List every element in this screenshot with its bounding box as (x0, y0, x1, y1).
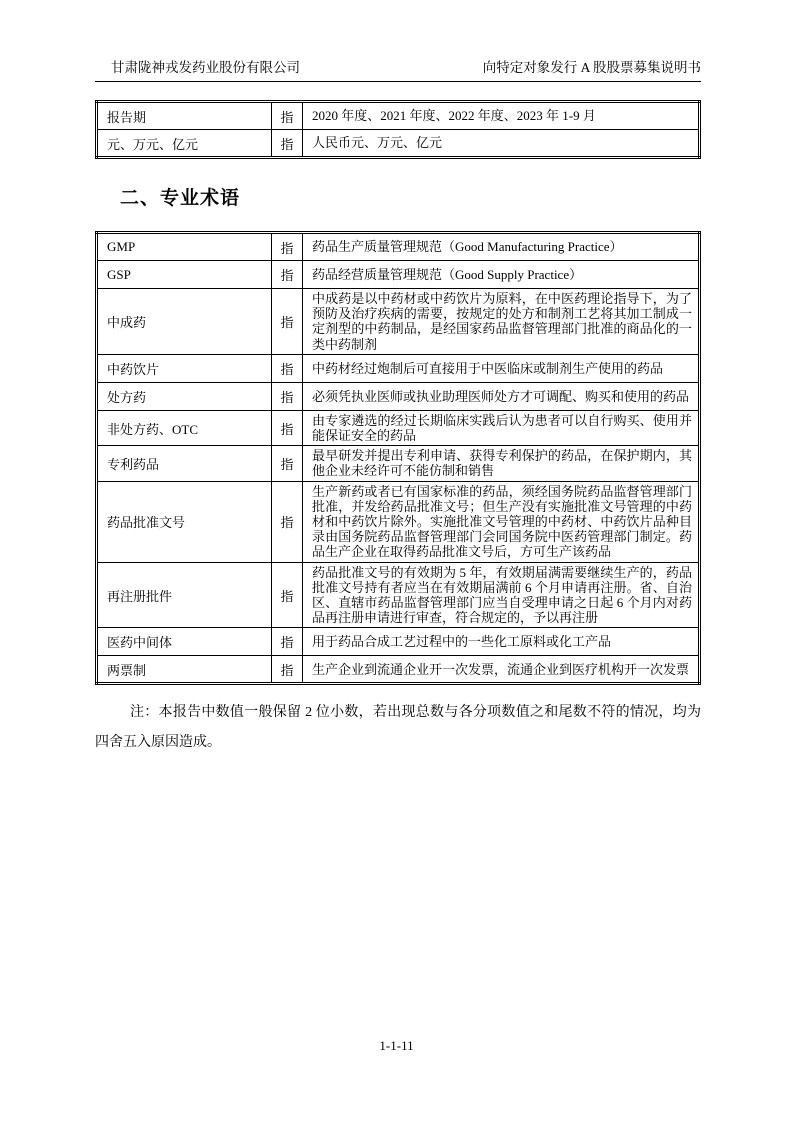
definition-cell: 最早研发并提出专利申请、获得专利保护的药品，在保护期内，其他企业未经许可不能仿制和销售 (303, 446, 700, 481)
term-cell: 中药饮片 (97, 354, 272, 382)
table-row (97, 102, 700, 130)
definition-cell: 中成药是以中药材或中药饮片为原料，在中医药理论指导下，为了预防及治疗疾病的需要，按规定的处方和制剂工艺将其加工制成一定剂型的中药制品，是经国家药品监督管理部门批准的商品化的一类中药制剂 (303, 289, 700, 355)
term-cell: GSP (97, 261, 272, 289)
term-cell: 报告期 (97, 102, 272, 130)
terms-table (95, 231, 701, 685)
definition-cell: 中药材经过炮制后可直接用于中医临床或制剂生产使用的药品 (303, 354, 700, 382)
definition-cell: 药品批准文号的有效期为 5 年，有效期届满需要继续生产的，药品批准文号持有者应当在有效期届满前 6 个月申请再注册。省、自治区、直辖市药品监督管理部门应当自受理申请之日起 6 个月内对药品再注册申请进行审查，符合规定的，予以再注册 (303, 562, 700, 628)
definition-cell: 药品生产质量管理规范（Good Manufacturing Practice） (303, 233, 700, 261)
table-row (97, 233, 700, 261)
table-row (97, 382, 700, 410)
term-cell: 专利药品 (97, 446, 272, 481)
ref-cell: 指 (272, 382, 303, 410)
footnote-text: 注：本报告中数值一般保留 2 位小数，若出现总数与各分项数值之和尾数不符的情况，均为四舍五入原因造成。 (95, 705, 701, 751)
term-cell: 元、万元、亿元 (97, 130, 272, 158)
ref-cell: 指 (272, 481, 303, 562)
table-row (97, 656, 700, 684)
section-heading: 二、专业术语 (120, 188, 241, 209)
ref-cell: 指 (272, 656, 303, 684)
term-cell: 两票制 (97, 656, 272, 684)
ref-cell: 指 (272, 130, 303, 158)
ref-cell: 指 (272, 446, 303, 481)
table-row (97, 261, 700, 289)
definitions-table-body (97, 102, 700, 158)
ref-cell: 指 (272, 354, 303, 382)
ref-cell: 指 (272, 562, 303, 628)
table-row (97, 446, 700, 481)
header-doc-title: 向特定对象发行 A 股股票募集说明书 (482, 60, 701, 75)
ref-cell: 指 (272, 261, 303, 289)
definition-cell: 生产新药或者已有国家标准的药品，须经国务院药品监督管理部门批准，并发给药品批准文号；但生产没有实施批准文号管理的中药材和中药饮片除外。实施批准文号管理的中药材、中药饮片品种目录由国务院药品监督管理部门会同国务院中医药管理部门制定。药品生产企业在取得药品批准文号后，方可生产该药品 (303, 481, 700, 562)
ref-cell: 指 (272, 289, 303, 355)
terms-table-body (97, 233, 700, 684)
definition-cell: 药品经营质量管理规范（Good Supply Practice） (303, 261, 700, 289)
ref-cell: 指 (272, 233, 303, 261)
term-cell: 药品批准文号 (97, 481, 272, 562)
term-cell: 非处方药、OTC (97, 410, 272, 445)
term-cell: 中成药 (97, 289, 272, 355)
definition-cell: 必须凭执业医师或执业助理医师处方才可调配、购买和使用的药品 (303, 382, 700, 410)
definition-cell: 2020 年度、2021 年度、2022 年度、2023 年 1-9 月 (303, 102, 700, 130)
definition-cell: 生产企业到流通企业开一次发票，流通企业到医疗机构开一次发票 (303, 656, 700, 684)
header-company-name: 甘肃陇神戎发药业股份有限公司 (111, 60, 300, 75)
page-number: 1-1-11 (379, 1038, 414, 1053)
term-cell: GMP (97, 233, 272, 261)
page-content (95, 0, 701, 772)
table-row (97, 410, 700, 445)
term-cell: 处方药 (97, 382, 272, 410)
term-cell: 医药中间体 (97, 628, 272, 656)
ref-cell: 指 (272, 628, 303, 656)
definition-cell: 用于药品合成工艺过程中的一些化工原料或化工产品 (303, 628, 700, 656)
table-row (97, 289, 700, 355)
ref-cell: 指 (272, 410, 303, 445)
page-header (95, 56, 701, 82)
term-cell: 再注册批件 (97, 562, 272, 628)
definition-cell: 人民币元、万元、亿元 (303, 130, 700, 158)
table-row (97, 130, 700, 158)
ref-cell: 指 (272, 102, 303, 130)
definition-cell: 由专家遴选的经过长期临床实践后认为患者可以自行购买、使用并能保证安全的药品 (303, 410, 700, 445)
table-row (97, 628, 700, 656)
table-row (97, 481, 700, 562)
table-row (97, 354, 700, 382)
table-row (97, 562, 700, 628)
definitions-table (95, 100, 701, 159)
